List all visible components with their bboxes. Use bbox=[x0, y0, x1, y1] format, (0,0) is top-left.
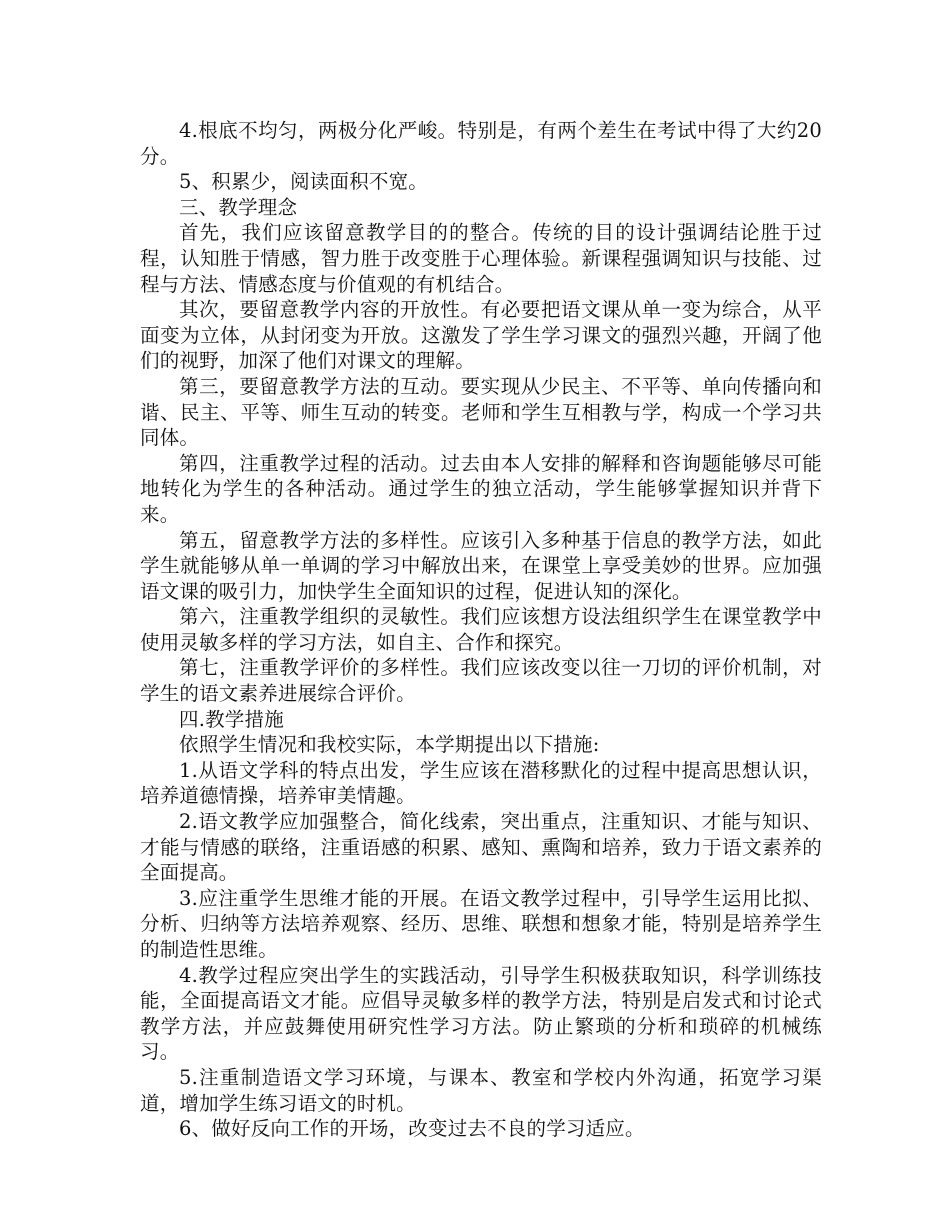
paragraph-measure-3: 3.应注重学生思维才能的开展。在语文教学过程中，引导学生运用比拟、分析、归纳等方法培养观察、经历、思维、联想和想象才能，特别是培养学生的制造性思维。 bbox=[140, 886, 822, 961]
paragraph-measure-5: 5.注重制造语文学习环境，与课本、教室和学校内外沟通，拓宽学习渠道，增加学生练习语文的时机。 bbox=[140, 1065, 822, 1115]
paragraph-philosophy-third: 第三，要留意教学方法的互动。要实现从少民主、不平等、单向传播向和谐、民主、平等、师生互动的转变。老师和学生互相教与学，构成一个学习共同体。 bbox=[140, 374, 822, 450]
section-heading-teaching-philosophy: 三、教学理念 bbox=[179, 195, 298, 219]
paragraph-measure-1: 1.从语文学科的特点出发，学生应该在潜移默化的过程中提高思想认识，培养道德情操，培养审美情趣。 bbox=[140, 758, 822, 808]
paragraph-philosophy-fifth: 第五，留意教学方法的多样性。应该引入多种基于信息的教学方法，如此学生就能够从单一单调的学习中解放出来，在课堂上享受美妙的世界。应加强语文课的吸引力，加快学生全面知识的过程，促进认知的深化。 bbox=[140, 528, 822, 603]
section-heading-teaching-measures: 四.教学措施 bbox=[179, 707, 284, 731]
paragraph-philosophy-seventh: 第七，注重教学评价的多样性。我们应该改变以往一刀切的评价机制，对学生的语文素养进展综合评价。 bbox=[140, 656, 822, 706]
paragraph-measure-2: 2.语文教学应加强整合，简化线索，突出重点，注重知识、才能与知识、才能与情感的联络，注重语感的积累、感知、熏陶和培养，致力于语文素养的全面提高。 bbox=[140, 810, 822, 885]
paragraph-philosophy-second: 其次，要留意教学内容的开放性。有必要把语文课从单一变为综合，从平面变为立体，从封闭变为开放。这激发了学生学习课文的强烈兴趣，开阔了他们的视野，加深了他们对课文的理解。 bbox=[140, 298, 822, 373]
document-body bbox=[140, 118, 822, 1142]
paragraph-measure-4: 4.教学过程应突出学生的实践活动，引导学生积极获取知识，科学训练技能，全面提高语文才能。应倡导灵敏多样的教学方法，特别是启发式和讨论式教学方法，并应鼓舞使用研究性学习方法。防止繁琐的分析和琐碎的机械练习。 bbox=[140, 963, 822, 1064]
paragraph-weakness-5: 5、积累少，阅读面积不宽。 bbox=[179, 170, 429, 194]
paragraph-philosophy-sixth: 第六，注重教学组织的灵敏性。我们应该想方设法组织学生在课堂教学中使用灵敏多样的学习方法，如自主、合作和探究。 bbox=[140, 605, 822, 654]
paragraph-weakness-4: 4.根底不均匀，两极分化严峻。特别是，有两个差生在考试中得了大约20分。 bbox=[140, 119, 822, 168]
paragraph-measure-6: 6、做好反向工作的开场，改变过去不良的学习适应。 bbox=[179, 1117, 645, 1141]
paragraph-philosophy-fourth: 第四，注重教学过程的活动。过去由本人安排的解释和咨询题能够尽可能地转化为学生的各种活动。通过学生的独立活动，学生能够掌握知识并背下来。 bbox=[140, 451, 822, 526]
paragraph-measures-intro: 依照学生情况和我校实际，本学期提出以下措施: bbox=[179, 733, 600, 757]
paragraph-philosophy-first: 首先，我们应该留意教学目的的整合。传统的目的设计强调结论胜于过程，认知胜于情感，智力胜于改变胜于心理体验。新课程强调知识与技能、过程与方法、情感态度与价值观的有机结合。 bbox=[140, 221, 822, 296]
